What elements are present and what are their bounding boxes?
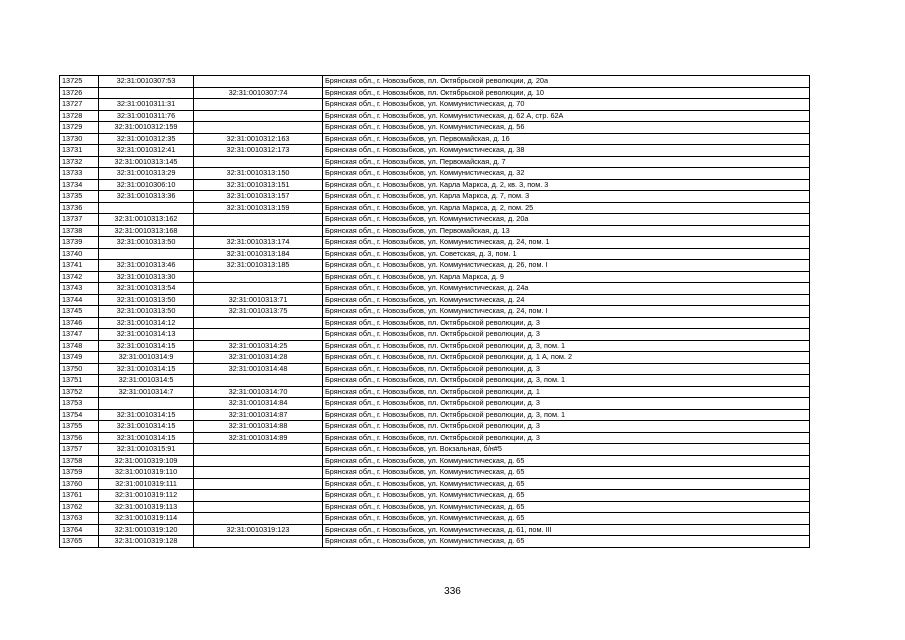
table-row — [60, 260, 810, 272]
table-row — [60, 76, 810, 88]
cadastral-number-cell: 32:31:0010312:41 — [99, 145, 194, 157]
table-row — [60, 386, 810, 398]
object-number-cell — [194, 122, 323, 134]
object-number-cell — [194, 214, 323, 226]
object-number-cell: 32:31:0010314:48 — [194, 363, 323, 375]
cadastral-number-cell: 32:31:0010313:145 — [99, 156, 194, 168]
address-cell: Брянская обл., г. Новозыбков, пл. Октябрьской революции, д. 3 — [323, 363, 810, 375]
address-cell: Брянская обл., г. Новозыбков, ул. Коммунистическая, д. 24, пом. 1 — [323, 237, 810, 249]
cadastral-number-cell: 32:31:0010314:9 — [99, 352, 194, 364]
row-number-cell: 13752 — [60, 386, 99, 398]
object-number-cell — [194, 110, 323, 122]
table-row — [60, 133, 810, 145]
row-number-cell: 13726 — [60, 87, 99, 99]
object-number-cell — [194, 513, 323, 525]
cadastral-number-cell: 32:31:0010319:113 — [99, 501, 194, 513]
row-number-cell: 13742 — [60, 271, 99, 283]
address-cell: Брянская обл., г. Новозыбков, ул. Коммунистическая, д. 24 — [323, 294, 810, 306]
row-number-cell: 13762 — [60, 501, 99, 513]
cadastral-number-cell: 32:31:0010314:5 — [99, 375, 194, 387]
cadastral-number-cell: 32:31:0010313:50 — [99, 306, 194, 318]
object-number-cell — [194, 156, 323, 168]
row-number-cell: 13761 — [60, 490, 99, 502]
cadastral-number-cell: 32:31:0010311:76 — [99, 110, 194, 122]
table-row — [60, 87, 810, 99]
object-number-cell — [194, 467, 323, 479]
object-number-cell — [194, 375, 323, 387]
table-row — [60, 202, 810, 214]
address-cell: Брянская обл., г. Новозыбков, ул. Коммунистическая, д. 20а — [323, 214, 810, 226]
object-number-cell: 32:31:0010319:123 — [194, 524, 323, 536]
cadastral-number-cell: 32:31:0010314:13 — [99, 329, 194, 341]
row-number-cell: 13743 — [60, 283, 99, 295]
cadastral-number-cell: 32:31:0010313:46 — [99, 260, 194, 272]
object-number-cell: 32:31:0010313:174 — [194, 237, 323, 249]
object-number-cell — [194, 76, 323, 88]
row-number-cell: 13731 — [60, 145, 99, 157]
row-number-cell: 13748 — [60, 340, 99, 352]
table-body — [60, 76, 810, 548]
address-cell: Брянская обл., г. Новозыбков, ул. Коммунистическая, д. 65 — [323, 455, 810, 467]
row-number-cell: 13755 — [60, 421, 99, 433]
object-number-cell — [194, 317, 323, 329]
table-row — [60, 145, 810, 157]
table-row — [60, 432, 810, 444]
cadastral-number-cell: 32:31:0010313:29 — [99, 168, 194, 180]
table-row — [60, 168, 810, 180]
row-number-cell: 13764 — [60, 524, 99, 536]
address-cell: Брянская обл., г. Новозыбков, пл. Октябрьской революции, д. 1 — [323, 386, 810, 398]
cadastral-number-cell: 32:31:0010313:168 — [99, 225, 194, 237]
row-number-cell: 13732 — [60, 156, 99, 168]
row-number-cell: 13746 — [60, 317, 99, 329]
cadastral-number-cell: 32:31:0010313:50 — [99, 237, 194, 249]
address-cell: Брянская обл., г. Новозыбков, ул. Коммунистическая, д. 24а — [323, 283, 810, 295]
cadastral-number-cell — [99, 202, 194, 214]
row-number-cell: 13750 — [60, 363, 99, 375]
row-number-cell: 13739 — [60, 237, 99, 249]
table-row — [60, 156, 810, 168]
object-number-cell: 32:31:0010307:74 — [194, 87, 323, 99]
table-row — [60, 375, 810, 387]
row-number-cell: 13745 — [60, 306, 99, 318]
object-number-cell — [194, 283, 323, 295]
table-row — [60, 409, 810, 421]
row-number-cell: 13756 — [60, 432, 99, 444]
address-cell: Брянская обл., г. Новозыбков, пл. Октябрьской революции, д. 3 — [323, 398, 810, 410]
table-row — [60, 271, 810, 283]
cadastral-number-cell: 32:31:0010319:120 — [99, 524, 194, 536]
address-cell: Брянская обл., г. Новозыбков, пл. Октябрьской революции, д. 3, пом. 1 — [323, 409, 810, 421]
table-row — [60, 398, 810, 410]
row-number-cell: 13751 — [60, 375, 99, 387]
object-number-cell — [194, 536, 323, 548]
object-number-cell: 32:31:0010314:70 — [194, 386, 323, 398]
object-number-cell — [194, 455, 323, 467]
cadastral-number-cell: 32:31:0010319:109 — [99, 455, 194, 467]
table-row — [60, 248, 810, 260]
cadastral-number-cell: 32:31:0010313:162 — [99, 214, 194, 226]
address-cell: Брянская обл., г. Новозыбков, пл. Октябрьской революции, д. 3 — [323, 317, 810, 329]
table-row — [60, 363, 810, 375]
row-number-cell: 13763 — [60, 513, 99, 525]
address-cell: Брянская обл., г. Новозыбков, ул. Коммунистическая, д. 62 А, стр. 62А — [323, 110, 810, 122]
object-number-cell: 32:31:0010313:151 — [194, 179, 323, 191]
object-number-cell: 32:31:0010313:150 — [194, 168, 323, 180]
cadastral-number-cell: 32:31:0010319:112 — [99, 490, 194, 502]
table-row — [60, 421, 810, 433]
cadastral-number-cell: 32:31:0010311:31 — [99, 99, 194, 111]
address-cell: Брянская обл., г. Новозыбков, ул. Первомайская, д. 7 — [323, 156, 810, 168]
cadastral-number-cell: 32:31:0010314:15 — [99, 340, 194, 352]
cadastral-number-cell: 32:31:0010319:110 — [99, 467, 194, 479]
address-cell: Брянская обл., г. Новозыбков, ул. Карла Маркса, д. 2, пом. 25 — [323, 202, 810, 214]
row-number-cell: 13736 — [60, 202, 99, 214]
table-row — [60, 513, 810, 525]
object-number-cell: 32:31:0010313:157 — [194, 191, 323, 203]
object-number-cell — [194, 490, 323, 502]
cadastral-number-cell: 32:31:0010314:15 — [99, 421, 194, 433]
table-row — [60, 191, 810, 203]
table-row — [60, 214, 810, 226]
object-number-cell: 32:31:0010312:173 — [194, 145, 323, 157]
object-number-cell — [194, 329, 323, 341]
address-cell: Брянская обл., г. Новозыбков, ул. Карла Маркса, д. 9 — [323, 271, 810, 283]
row-number-cell: 13727 — [60, 99, 99, 111]
address-cell: Брянская обл., г. Новозыбков, ул. Коммунистическая, д. 38 — [323, 145, 810, 157]
address-cell: Брянская обл., г. Новозыбков, пл. Октябрьской революции, д. 3 — [323, 421, 810, 433]
cadastral-number-cell: 32:31:0010314:7 — [99, 386, 194, 398]
cadastral-number-cell: 32:31:0010313:50 — [99, 294, 194, 306]
address-cell: Брянская обл., г. Новозыбков, ул. Коммунистическая, д. 65 — [323, 490, 810, 502]
address-cell: Брянская обл., г. Новозыбков, ул. Коммунистическая, д. 65 — [323, 467, 810, 479]
cadastral-number-cell — [99, 87, 194, 99]
object-number-cell — [194, 99, 323, 111]
row-number-cell: 13741 — [60, 260, 99, 272]
object-number-cell: 32:31:0010314:84 — [194, 398, 323, 410]
object-number-cell: 32:31:0010313:184 — [194, 248, 323, 260]
address-cell: Брянская обл., г. Новозыбков, пл. Октябрьской революции, д. 3, пом. 1 — [323, 340, 810, 352]
address-cell: Брянская обл., г. Новозыбков, ул. Коммунистическая, д. 65 — [323, 478, 810, 490]
table-row — [60, 225, 810, 237]
table-row — [60, 283, 810, 295]
row-number-cell: 13753 — [60, 398, 99, 410]
table-row — [60, 444, 810, 456]
cadastral-number-cell: 32:31:0010312:35 — [99, 133, 194, 145]
cadastral-number-cell: 32:31:0010314:12 — [99, 317, 194, 329]
address-cell: Брянская обл., г. Новозыбков, ул. Коммунистическая, д. 26, пом. I — [323, 260, 810, 272]
cadastral-number-cell: 32:31:0010315:91 — [99, 444, 194, 456]
row-number-cell: 13729 — [60, 122, 99, 134]
object-number-cell: 32:31:0010314:88 — [194, 421, 323, 433]
address-cell: Брянская обл., г. Новозыбков, ул. Коммунистическая, д. 61, пом. III — [323, 524, 810, 536]
address-cell: Брянская обл., г. Новозыбков, ул. Коммунистическая, д. 65 — [323, 501, 810, 513]
object-number-cell — [194, 501, 323, 513]
cadastral-number-cell: 32:31:0010313:36 — [99, 191, 194, 203]
table-row — [60, 501, 810, 513]
property-table — [59, 75, 810, 548]
address-cell: Брянская обл., г. Новозыбков, ул. Коммунистическая, д. 24, пом. I — [323, 306, 810, 318]
row-number-cell: 13737 — [60, 214, 99, 226]
object-number-cell — [194, 478, 323, 490]
row-number-cell: 13728 — [60, 110, 99, 122]
address-cell: Брянская обл., г. Новозыбков, ул. Коммунистическая, д. 65 — [323, 536, 810, 548]
table-row — [60, 306, 810, 318]
table-row — [60, 490, 810, 502]
cadastral-number-cell: 32:31:0010307:53 — [99, 76, 194, 88]
row-number-cell: 13733 — [60, 168, 99, 180]
object-number-cell: 32:31:0010314:89 — [194, 432, 323, 444]
address-cell: Брянская обл., г. Новозыбков, пл. Октябрьской революции, д. 3 — [323, 432, 810, 444]
table-row — [60, 122, 810, 134]
address-cell: Брянская обл., г. Новозыбков, пл. Октябрьской революции, д. 20а — [323, 76, 810, 88]
row-number-cell: 13747 — [60, 329, 99, 341]
address-cell: Брянская обл., г. Новозыбков, ул. Коммунистическая, д. 56 — [323, 122, 810, 134]
cadastral-number-cell: 32:31:0010313:54 — [99, 283, 194, 295]
cadastral-number-cell: 32:31:0010314:15 — [99, 432, 194, 444]
object-number-cell: 32:31:0010313:159 — [194, 202, 323, 214]
table-row — [60, 352, 810, 364]
table-row — [60, 524, 810, 536]
object-number-cell — [194, 271, 323, 283]
object-number-cell: 32:31:0010312:163 — [194, 133, 323, 145]
table-row — [60, 179, 810, 191]
cadastral-number-cell — [99, 248, 194, 260]
address-cell: Брянская обл., г. Новозыбков, ул. Первомайская, д. 13 — [323, 225, 810, 237]
row-number-cell: 13758 — [60, 455, 99, 467]
object-number-cell: 32:31:0010314:28 — [194, 352, 323, 364]
row-number-cell: 13725 — [60, 76, 99, 88]
cadastral-number-cell: 32:31:0010313:30 — [99, 271, 194, 283]
row-number-cell: 13749 — [60, 352, 99, 364]
address-cell: Брянская обл., г. Новозыбков, ул. Коммунистическая, д. 70 — [323, 99, 810, 111]
table-row — [60, 329, 810, 341]
object-number-cell: 32:31:0010314:25 — [194, 340, 323, 352]
cadastral-number-cell: 32:31:0010314:15 — [99, 409, 194, 421]
object-number-cell: 32:31:0010313:185 — [194, 260, 323, 272]
row-number-cell: 13740 — [60, 248, 99, 260]
row-number-cell: 13734 — [60, 179, 99, 191]
table-row — [60, 294, 810, 306]
table-row — [60, 478, 810, 490]
table-row — [60, 340, 810, 352]
table-row — [60, 467, 810, 479]
table-row — [60, 99, 810, 111]
row-number-cell: 13744 — [60, 294, 99, 306]
address-cell: Брянская обл., г. Новозыбков, ул. Карла Маркса, д. 7, пом. 3 — [323, 191, 810, 203]
address-cell: Брянская обл., г. Новозыбков, ул. Коммунистическая, д. 65 — [323, 513, 810, 525]
row-number-cell: 13765 — [60, 536, 99, 548]
cadastral-number-cell: 32:31:0010312:159 — [99, 122, 194, 134]
row-number-cell: 13757 — [60, 444, 99, 456]
table-row — [60, 455, 810, 467]
address-cell: Брянская обл., г. Новозыбков, ул. Первомайская, д. 16 — [323, 133, 810, 145]
address-cell: Брянская обл., г. Новозыбков, пл. Октябрьской революции, д. 3, пом. 1 — [323, 375, 810, 387]
address-cell: Брянская обл., г. Новозыбков, пл. Октябрьской революции, д. 3 — [323, 329, 810, 341]
object-number-cell: 32:31:0010313:75 — [194, 306, 323, 318]
row-number-cell: 13730 — [60, 133, 99, 145]
row-number-cell: 13738 — [60, 225, 99, 237]
object-number-cell: 32:31:0010313:71 — [194, 294, 323, 306]
address-cell: Брянская обл., г. Новозыбков, ул. Советская, д. 3, пом. 1 — [323, 248, 810, 260]
page-number: 336 — [444, 586, 461, 597]
object-number-cell: 32:31:0010314:87 — [194, 409, 323, 421]
table-row — [60, 317, 810, 329]
address-cell: Брянская обл., г. Новозыбков, пл. Октябрьской революции, д. 1 А, пом. 2 — [323, 352, 810, 364]
cadastral-number-cell: 32:31:0010306:10 — [99, 179, 194, 191]
object-number-cell — [194, 225, 323, 237]
cadastral-number-cell: 32:31:0010319:114 — [99, 513, 194, 525]
address-cell: Брянская обл., г. Новозыбков, ул. Карла Маркса, д. 2, кв. 3, пом. 3 — [323, 179, 810, 191]
address-cell: Брянская обл., г. Новозыбков, пл. Октябрьской революции, д. 10 — [323, 87, 810, 99]
address-cell: Брянская обл., г. Новозыбков, ул. Коммунистическая, д. 32 — [323, 168, 810, 180]
table-row — [60, 110, 810, 122]
cadastral-number-cell: 32:31:0010314:15 — [99, 363, 194, 375]
row-number-cell: 13735 — [60, 191, 99, 203]
object-number-cell — [194, 444, 323, 456]
row-number-cell: 13760 — [60, 478, 99, 490]
row-number-cell: 13754 — [60, 409, 99, 421]
address-cell: Брянская обл., г. Новозыбков, ул. Вокзальная, б/н#5 — [323, 444, 810, 456]
row-number-cell: 13759 — [60, 467, 99, 479]
cadastral-number-cell: 32:31:0010319:128 — [99, 536, 194, 548]
table-row — [60, 536, 810, 548]
table-row — [60, 237, 810, 249]
cadastral-number-cell — [99, 398, 194, 410]
cadastral-number-cell: 32:31:0010319:111 — [99, 478, 194, 490]
